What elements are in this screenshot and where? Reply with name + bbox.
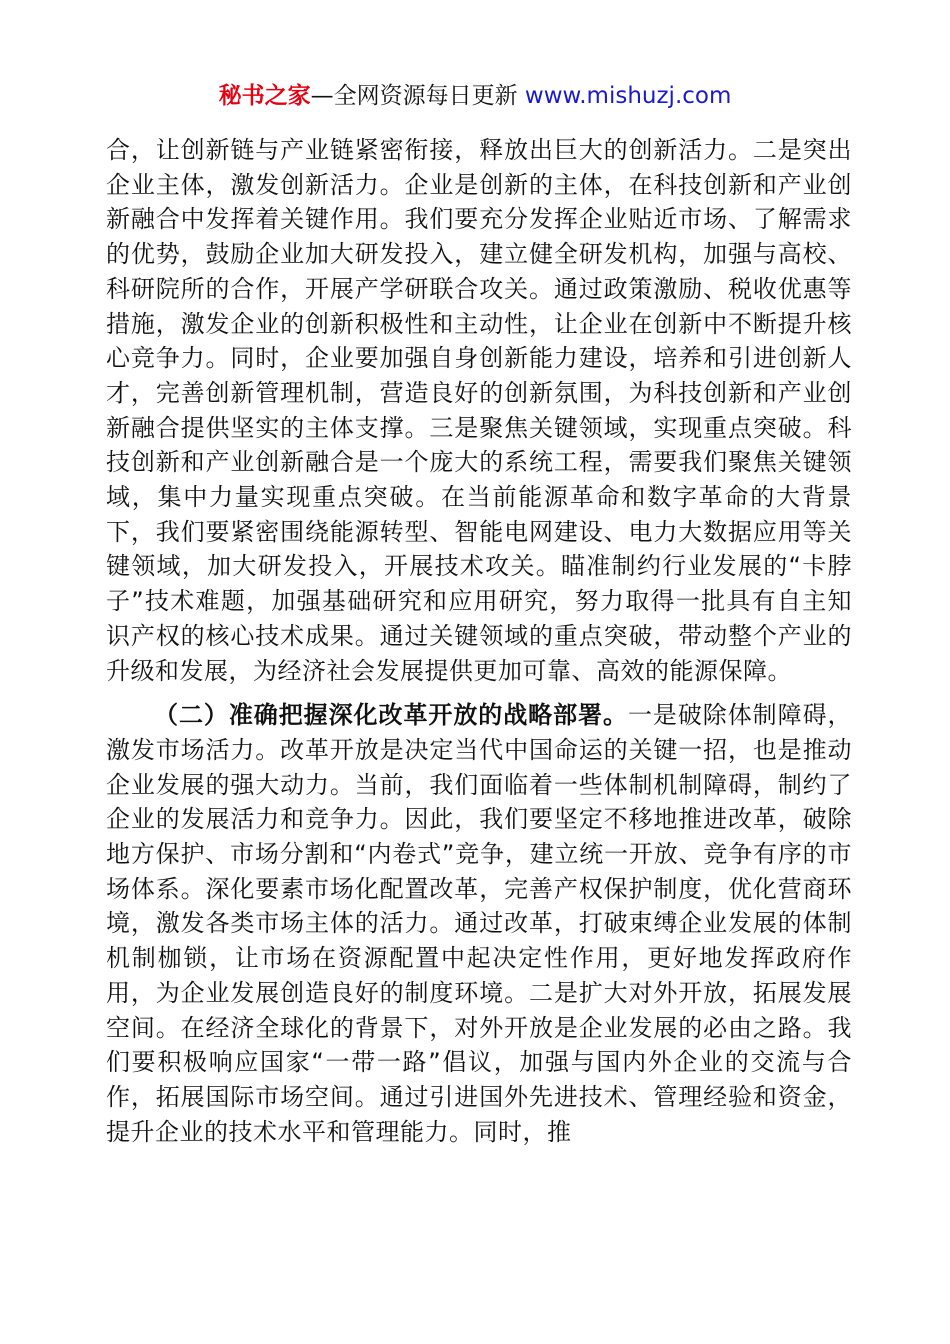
paragraph-2	[106, 698, 852, 1149]
page-header	[0, 78, 950, 114]
paragraph-2-text: 一是破除体制障碍，激发市场活力。改革开放是决定当代中国命运的关键一招，也是推动企业发展的强大动力。当前，我们面临着一些体制机制障碍，制约了企业的发展活力和竞争力。因此，我们要坚定不移地推进改革，破除地方保护、市场分割和“内卷式”竞争，建立统一开放、竞争有序的市场体系。深化要素市场化配置改革，完善产权保护制度，优化营商环境，激发各类市场主体的活力。通过改革，打破束缚企业发展的体制机制枷锁，让市场在资源配置中起决定性作用，更好地发挥政府作用，为企业发展创造良好的制度环境。二是扩大对外开放，拓展发展空间。在经济全球化的背景下，对外开放是企业发展的必由之路。我们要积极响应国家“一带一路”倡议，加强与国内外企业的交流与合作，拓展国际市场空间。通过引进国外先进技术、管理经验和资金，提升企业的技术水平和管理能力。同时，推	[106, 701, 853, 1146]
paragraph-1: 合，让创新链与产业链紧密衔接，释放出巨大的创新活力。二是突出企业主体，激发创新活力。企业是创新的主体，在科技创新和产业创新融合中发挥着关键作用。我们要充分发挥企业贴近市场、了解需求的优势，鼓励企业加大研发投入，建立健全研发机构，加强与高校、科研院所的合作，开展产学研联合攻关。通过政策激励、税收优惠等措施，激发企业的创新积极性和主动性，让企业在创新中不断提升核心竞争力。同时，企业要加强自身创新能力建设，培养和引进创新人才，完善创新管理机制，营造良好的创新氛围，为科技创新和产业创新融合提供坚实的主体支撑。三是聚焦关键领域，实现重点突破。科技创新和产业创新融合是一个庞大的系统工程，需要我们聚焦关键领域，集中力量实现重点突破。在当前能源革命和数字革命的大背景下，我们要紧密围绕能源转型、智能电网建设、电力大数据应用等关键领域，加大研发投入，开展技术攻关。瞄准制约行业发展的“卡脖子”技术难题，加强基础研究和应用研究，努力取得一批具有自主知识产权的核心技术成果。通过关键领域的重点突破，带动整个产业的升级和发展，为经济社会发展提供更加可靠、高效的能源保障。	[106, 136, 852, 685]
header-tagline: —全网资源每日更新	[310, 83, 525, 109]
section-heading: （二）准确把握深化改革开放的战略部署。	[154, 701, 628, 730]
document-body	[106, 133, 852, 1149]
site-url[interactable]: www.mishuzj.com	[524, 83, 732, 109]
brand-name: 秘书之家	[218, 83, 311, 109]
